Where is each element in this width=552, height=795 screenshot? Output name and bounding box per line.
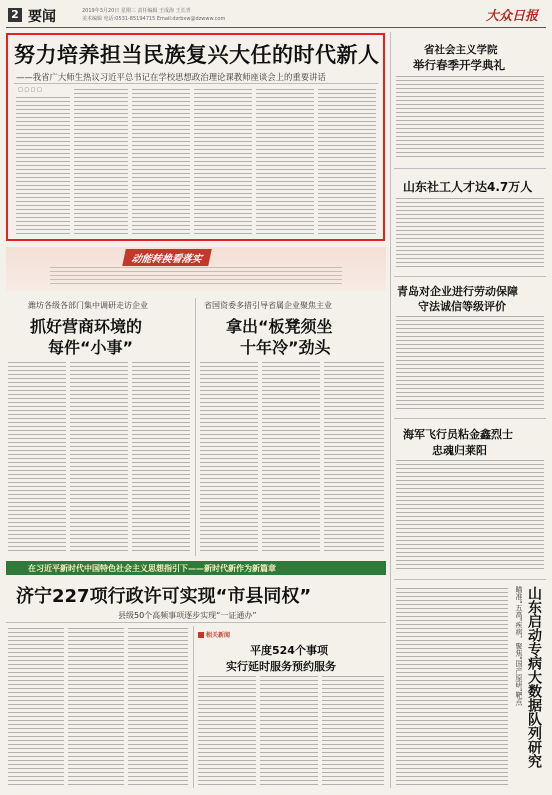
mid-right-kicker: 省国资委多措引导省属企业聚焦主业	[204, 301, 332, 310]
lead-col-2	[74, 89, 128, 235]
mid-left-col-3	[132, 362, 190, 554]
bottom-col-1	[8, 628, 64, 786]
bottom-sub-col-2	[260, 676, 318, 786]
related-news-text: 相关新闻	[206, 632, 231, 639]
lead-subtitle: ——我省广大师生热议习近平总书记在学校思想政治理论课教师座谈会上的重要讲话	[16, 72, 326, 82]
right-a4-body	[396, 460, 544, 572]
section-banner	[6, 247, 386, 291]
mid-left-title-1: 抓好营商环境的	[30, 317, 143, 336]
banner-title: 动能转换看落实	[122, 249, 212, 266]
mid-divider	[195, 298, 196, 556]
lead-article	[6, 33, 385, 241]
mid-left-title-2: 每件“小事”	[48, 338, 134, 357]
header-meta: 2019年3月20日 星期三 责任编辑 王成海 王长青	[82, 8, 191, 14]
lead-col-6	[318, 89, 376, 235]
bottom-col-2	[68, 628, 124, 786]
section-name: 要闻	[28, 9, 56, 25]
bottom-sub-title-1: 平度524个事项	[250, 644, 328, 657]
right-a1-title-2: 举行春季开学典礼	[413, 58, 505, 72]
page-number: 2	[8, 8, 22, 22]
right-a3-body	[396, 316, 544, 410]
bottom-col-3	[128, 628, 188, 786]
bottom-sub-col-3	[322, 676, 384, 786]
lead-col-3	[132, 89, 190, 235]
lead-rule	[14, 83, 378, 84]
right-a5-side-title: 瞄准“五高”疾病，聚焦“国产原研”靶点	[515, 586, 523, 706]
right-a3-title-2: 守法诚信等级评价	[418, 300, 506, 313]
mid-left-col-1	[8, 362, 66, 554]
right-rule-4	[394, 579, 546, 580]
bottom-rule	[6, 622, 386, 623]
related-news-icon	[198, 632, 204, 638]
mid-right-title-2: 十年冷”劲头	[240, 338, 331, 357]
mid-left-kicker: 潍坊各级各部门集中调研走访企业	[28, 301, 148, 310]
right-a5-title: 山东启动专病大数据队列研究	[526, 586, 542, 768]
lead-col-5	[256, 89, 314, 235]
mid-right-title-1: 拿出“板凳须坐	[226, 317, 333, 336]
related-news-label	[198, 630, 230, 639]
mid-right-col-2	[262, 362, 320, 554]
right-rule-1	[394, 168, 546, 169]
mid-left-col-2	[70, 362, 128, 554]
bottom-divider	[193, 626, 194, 788]
banner-intro	[50, 267, 342, 287]
header-meta-2: 美术编辑 电话:0531-85194715 Email:dzrbxw@dzwww.com	[82, 16, 226, 22]
bottom-title: 济宁227项行政许可实现“市县同权”	[16, 586, 312, 607]
right-rule-2	[394, 276, 546, 277]
lead-col-1	[16, 97, 70, 235]
mid-right-col-1	[200, 362, 258, 554]
series-bar-text: 在习近平新时代中国特色社会主义思想指引下——新时代新作为新篇章	[28, 564, 276, 573]
lead-col-4	[194, 89, 252, 235]
right-a4-title-1: 海军飞行员粘金鑫烈士	[403, 428, 513, 441]
series-bar	[6, 561, 386, 575]
page-header	[0, 0, 552, 28]
right-a4-title-2: 忠魂归莱阳	[432, 444, 487, 457]
bottom-subtitle: 县级50个高频事项逐步实现“一证通办”	[118, 611, 257, 620]
lead-byline: □ □ □ □	[18, 87, 42, 93]
right-a3-title-1: 青岛对企业进行劳动保障	[397, 285, 518, 298]
header-rule	[6, 27, 546, 28]
lead-title: 努力培养担当民族复兴大任的时代新人	[14, 43, 380, 67]
right-a2-title: 山东社工人才达4.7万人	[403, 180, 533, 194]
right-a5-body	[396, 588, 508, 788]
mid-right-col-3	[324, 362, 384, 554]
right-col-divider	[390, 32, 391, 788]
bottom-sub-col-1	[198, 676, 256, 786]
right-a2-body	[396, 198, 544, 268]
newspaper-logo: 大众日报	[486, 9, 539, 24]
right-a1-title-1: 省社会主义学院	[424, 44, 498, 56]
right-rule-3	[394, 418, 546, 419]
bottom-sub-title-2: 实行延时服务预约服务	[226, 660, 336, 673]
right-a1-body	[396, 76, 544, 160]
